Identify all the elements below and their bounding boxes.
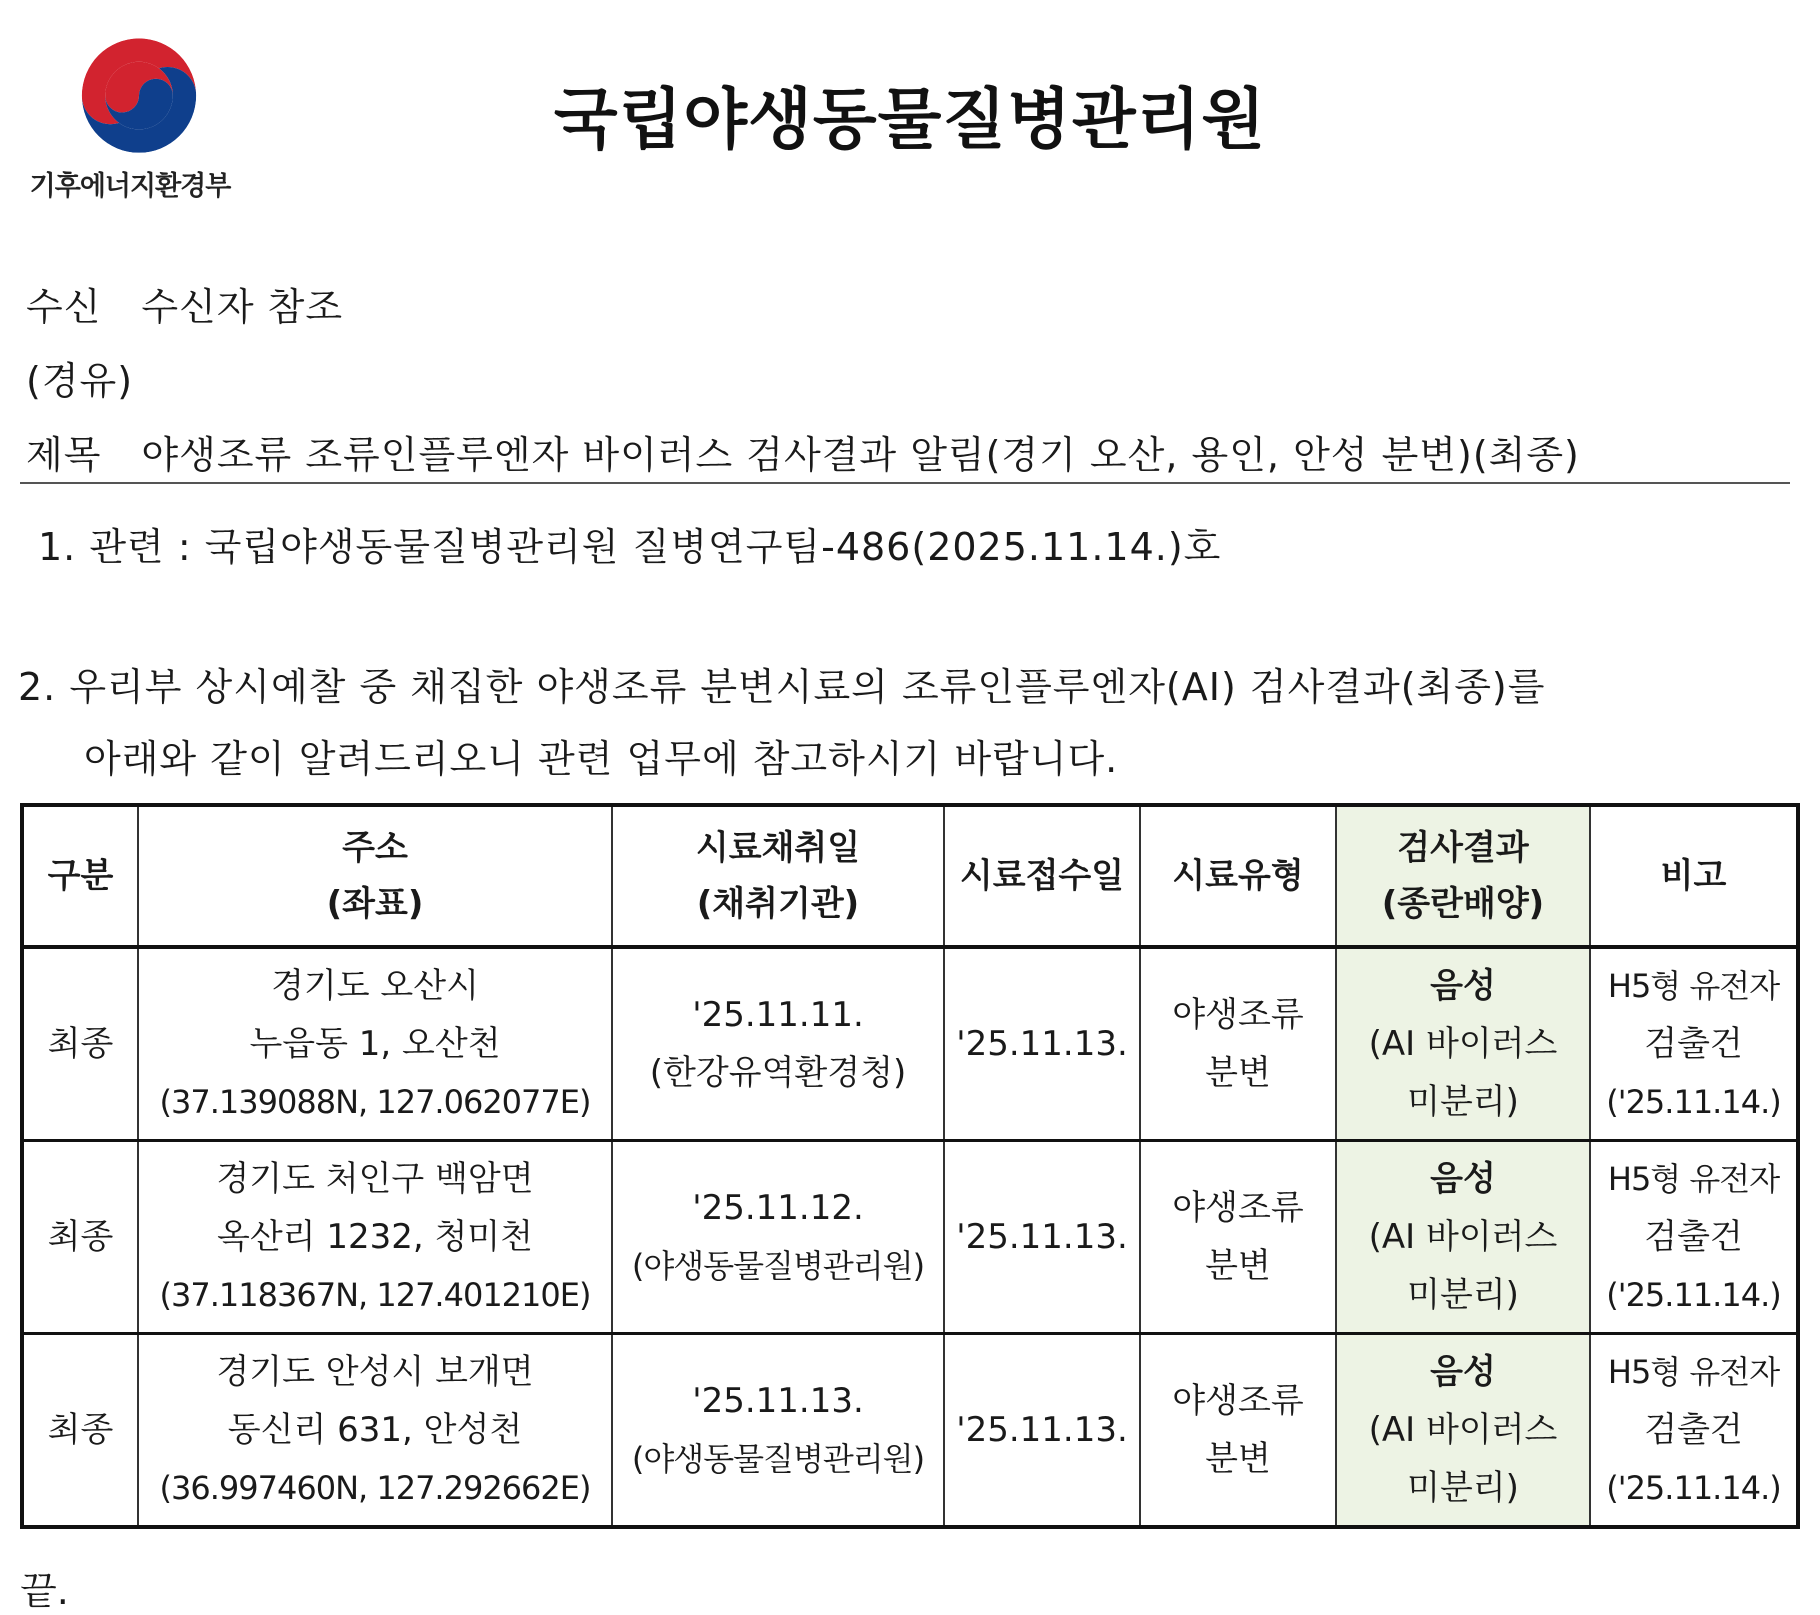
cell-sample-date: '25.11.13. (야생동물질병관리원) bbox=[612, 1334, 944, 1528]
notice-paragraph-line-2: 아래와 같이 알려드리오니 관련 업무에 참고하시기 바랍니다. bbox=[84, 737, 1119, 781]
table-row bbox=[22, 1334, 1798, 1528]
cell-note: H5형 유전자 검출건 ('25.11.14.) bbox=[1590, 947, 1798, 1141]
cell-result: 음성 (AI 바이러스 미분리) bbox=[1336, 947, 1590, 1141]
end-mark: 끝. bbox=[20, 1569, 69, 1613]
cell-sample-type: 야생조류 분변 bbox=[1140, 1334, 1336, 1528]
header-address: 주소 (좌표) bbox=[138, 805, 612, 947]
cell-receipt-date: '25.11.13. bbox=[944, 947, 1140, 1141]
cell-address: 경기도 오산시 누읍동 1, 오산천 (37.139088N, 127.062077E) bbox=[138, 947, 612, 1141]
cell-sample-date: '25.11.11. (한강유역환경청) bbox=[612, 947, 944, 1141]
cell-category: 최종 bbox=[22, 1334, 138, 1528]
subject-label: 제목 bbox=[26, 433, 102, 477]
recipient-value: 수신자 참조 bbox=[141, 285, 344, 329]
header-receipt-date: 시료접수일 bbox=[944, 805, 1140, 947]
cell-note: H5형 유전자 검출건 ('25.11.14.) bbox=[1590, 1334, 1798, 1528]
ministry-logo bbox=[24, 24, 236, 202]
cell-sample-date: '25.11.12. (야생동물질병관리원) bbox=[612, 1141, 944, 1334]
header-result: 검사결과 (종란배양) bbox=[1336, 805, 1590, 947]
org-title: 국립야생동물질병관리원 bbox=[553, 81, 1267, 158]
cell-category: 최종 bbox=[22, 947, 138, 1141]
cell-category: 최종 bbox=[22, 1141, 138, 1334]
header-note: 비고 bbox=[1590, 805, 1798, 947]
cell-receipt-date: '25.11.13. bbox=[944, 1334, 1140, 1528]
taegeuk-emblem-icon bbox=[74, 28, 204, 158]
cell-sample-type: 야생조류 분변 bbox=[1140, 1141, 1336, 1334]
cell-result: 음성 (AI 바이러스 미분리) bbox=[1336, 1141, 1590, 1334]
cell-address: 경기도 처인구 백암면 옥산리 1232, 청미천 (37.118367N, 127.401210E) bbox=[138, 1141, 612, 1334]
recipient-line bbox=[26, 276, 343, 331]
header-sample-type: 시료유형 bbox=[1140, 805, 1336, 947]
table-row bbox=[22, 1141, 1798, 1334]
related-reference: 1. 관련 : 국립야생동물질병관리원 질병연구팀-486(2025.11.14.)호 bbox=[38, 525, 1222, 569]
notice-paragraph-line-1: 2. 우리부 상시예찰 중 채집한 야생조류 분변시료의 조류인플루엔자(AI) 검사결과(최종)를 bbox=[18, 665, 1546, 709]
ministry-name: 기후에너지환경부 bbox=[29, 171, 231, 202]
test-results-table bbox=[20, 803, 1800, 1529]
cell-note: H5형 유전자 검출건 ('25.11.14.) bbox=[1590, 1141, 1798, 1334]
table-row bbox=[22, 947, 1798, 1141]
subject-line bbox=[26, 424, 1580, 479]
table-header-row bbox=[22, 805, 1798, 947]
cell-receipt-date: '25.11.13. bbox=[944, 1141, 1140, 1334]
recipient-label: 수신 bbox=[26, 285, 102, 329]
cell-address: 경기도 안성시 보개면 동신리 631, 안성천 (36.997460N, 127.292662E) bbox=[138, 1334, 612, 1528]
header-category: 구분 bbox=[22, 805, 138, 947]
cell-result: 음성 (AI 바이러스 미분리) bbox=[1336, 1334, 1590, 1528]
subject-value: 야생조류 조류인플루엔자 바이러스 검사결과 알림(경기 오산, 용인, 안성 분변)(최종) bbox=[141, 433, 1580, 477]
cell-sample-type: 야생조류 분변 bbox=[1140, 947, 1336, 1141]
header-sample-date: 시료채취일 (채취기관) bbox=[612, 805, 944, 947]
header-divider bbox=[20, 482, 1790, 484]
via-line: (경유) bbox=[26, 359, 134, 403]
